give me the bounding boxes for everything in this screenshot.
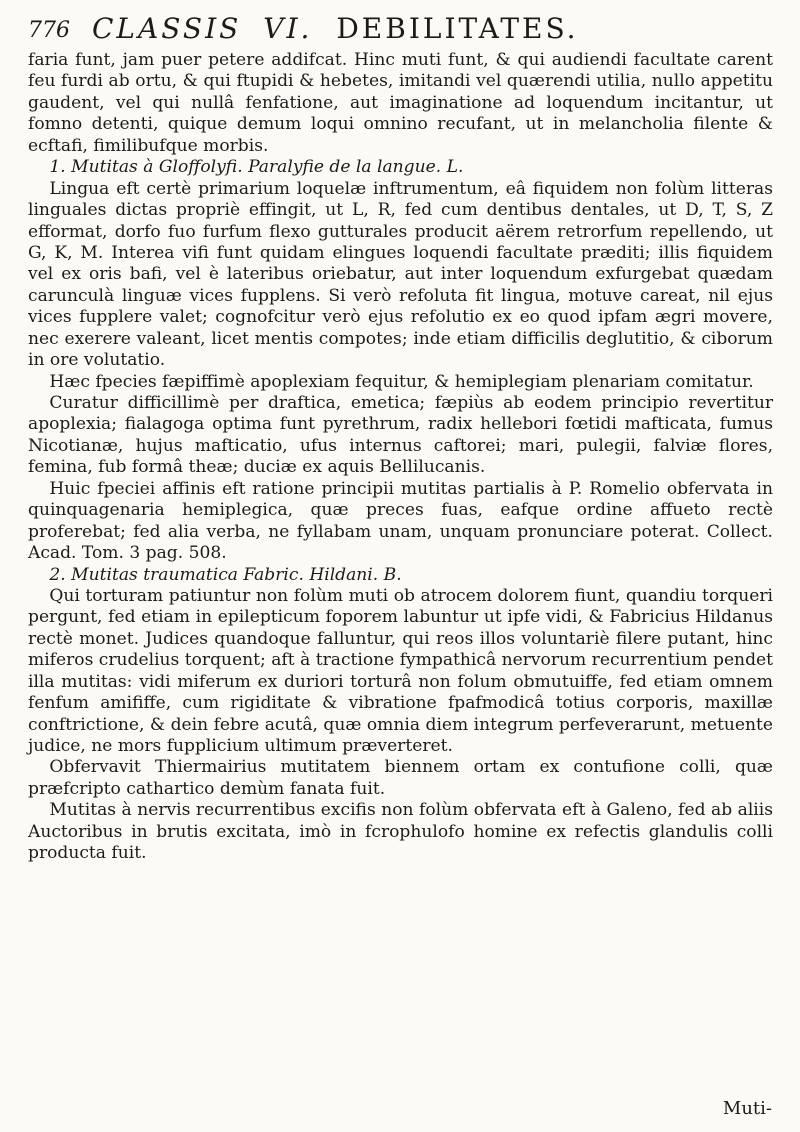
class-number: VI. bbox=[263, 12, 313, 45]
page-header bbox=[0, 0, 800, 45]
paragraph-qui-torturam: Qui torturam patiuntur non folùm muti ob atrocem dolorem fiunt, quandiu torqueri pergunt, fed etiam in epilepticum foporem labuntur ut ipfe vidi, & Fabricius Hildanus rectè monet. Judices quandoque falluntur, qui reos illos voluntariè filere putant, hinc miferos crudelius torquent; aft à tractione fympathicâ nervorum recurrentium pendet illa mutitas: vidi miferum ex duriori torturâ non folum obmutuiffe, fed etiam omnem fenfum amififfe, cum rigiditate & vibratione fpafmodicâ totius corporis, maxillæ conftrictione, & dein febre acutâ, quæ omnia diem integrum perfeverarunt, metuente judice, ne mors fupplicium ultimum præverteret. bbox=[28, 585, 773, 756]
paragraph-lingua: Lingua eft certè primarium loquelæ inftrumentum, eâ fiquidem non folùm litteras linguales dictas propriè effingit, ut L, R, fed cum dentibus dentales, ut D, T, S, Z efformat, dorfo fuo furfum flexo gutturales producit aërem retrorfum repellendo, ut G, K, M. Interea vifi funt quidam elingues loquendi facultate præditi; illis fiquidem vel ex oris bafi, vel è lateribus oriebatur, aut inter loquendum exfurgebat quædam carunculà linguæ vices fupplens. Si verò refoluta fit lingua, motuve careat, nil ejus vices fupplere valet; cognofcitur verò ejus refolutio ex eo quod ipfam ægri movere, nec exerere valeant, licet mentis compotes; inde etiam difficilis deglutitio, & ciborum in ore volutatio. bbox=[28, 178, 773, 371]
running-title: CLASSIS bbox=[92, 12, 242, 45]
catchword: Muti- bbox=[722, 1098, 772, 1119]
subsection-heading-mutitas-traumatica: 2. Mutitas traumatica Fabric. Hildani. B. bbox=[49, 564, 402, 585]
subsection-heading-mutitas-glossolysi: 1. Mutitas à Gloffolyfi. Paralyfie de la langue. L. bbox=[49, 157, 464, 178]
paragraph-curatur: Curatur difficillimè per draftica, emetica; fæpiùs ab eodem principio revertitur apoplexia; fialagoga optima funt pyrethrum, radix hellebori fœtidi mafticata, fumus Nicotianæ, hujus mafticatio, ufus internus caftorei; mari, pulegii, falviæ flores, femina, fub formâ theæ; duciæ ex aquis Bellilucanis. bbox=[28, 393, 773, 478]
paragraph-huic-speciei: Huic fpeciei affinis eft ratione principii mutitas partialis à P. Romelio obfervata in quinquagenaria hemiplegica, quæ preces fuas, eafque ordine affueto rectè proferebat; fed alia verba, ne fyllabam unam, unquam pronunciare poterat. Collect. Acad. Tom. 3 pag. 508. bbox=[28, 478, 773, 564]
section-title: DEBILITATES. bbox=[336, 12, 579, 45]
paragraph-mutitas-nervis: Mutitas à nervis recurrentibus excifis non folùm obfervata eft à Galeno, fed ab aliis Auctoribus in brutis excitata, imò in fcrophulofo homine ex refectis glandulis colli producta fuit. bbox=[28, 800, 773, 864]
running-head bbox=[92, 12, 579, 45]
body-text bbox=[28, 50, 773, 865]
paragraph-observavit: Obfervavit Thiermairius mutitatem biennem ortam ex contufione colli, quæ præfcripto cathartico demùm fanata fuit. bbox=[28, 757, 773, 799]
paragraph-haec-species: Hæc fpecies fæpiffimè apoplexiam fequitur, & hemiplegiam plenariam comitatur. bbox=[49, 371, 754, 392]
paragraph-continuation: faria funt, jam puer petere addifcat. Hinc muti funt, & qui audiendi facultate carent feu furdi ab ortu, & qui ftupidi & hebetes, imitandi vel quærendi utilia, nullo appetitu gaudent, vel qui nullâ fenfatione, aut imaginatione ad loquendum incitantur, ut fomno detenti, quique demum loqui omnino recufant, ut in melancholia filente & ecftafi, fimilibufque morbis. bbox=[28, 50, 773, 156]
page-number: 776 bbox=[28, 18, 70, 43]
